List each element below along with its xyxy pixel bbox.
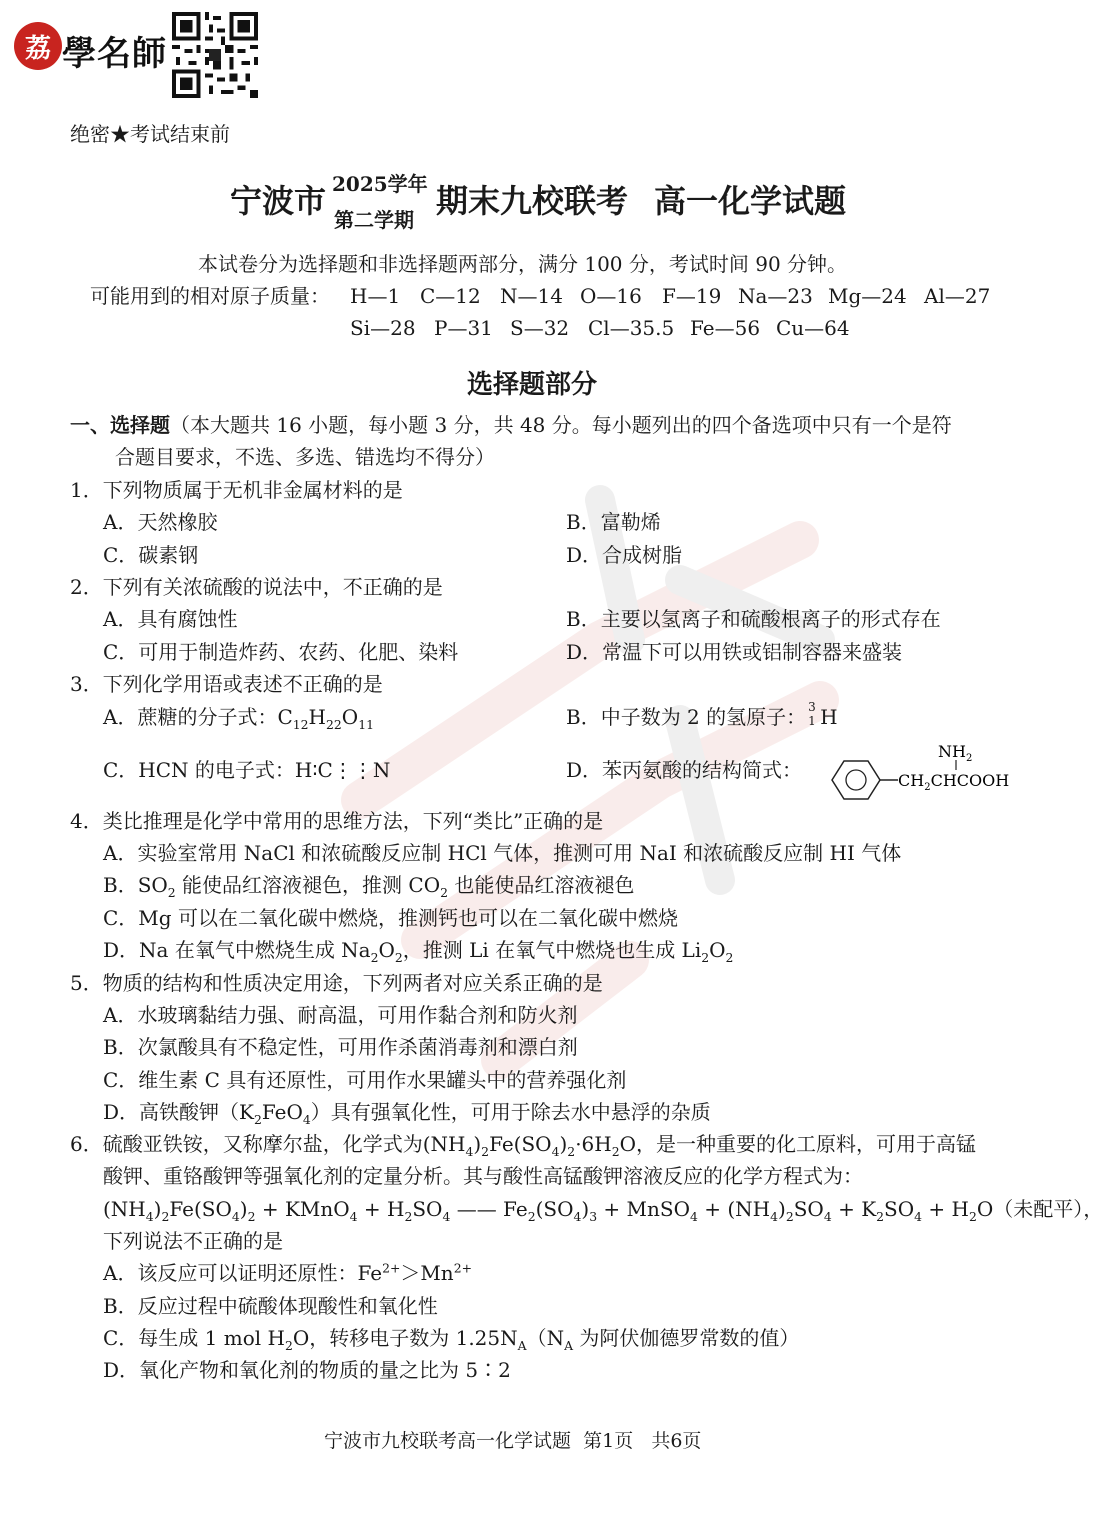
hcn-electron-formula: H∶C⋮⋮N (294, 758, 391, 782)
question-5-option-c: C．维生素 C 具有还原性，可用作水果罐头中的营养强化剂 (103, 1068, 627, 1092)
atomic-mass-r1-5: Na—23 (738, 284, 813, 308)
brand-seal-logo: 荔 (14, 22, 62, 70)
question-4-option-d: D．Na 在氧气中燃烧生成 $Na_2O_2$，推测 Li 在氧气中燃烧也生成 $Li_2O_2$ (103, 938, 734, 965)
question-5-option-b: B．次氯酸具有不稳定性，可用作杀菌消毒剂和漂白剂 (103, 1035, 578, 1059)
question-4-option-b: B．$SO_2$ 能使品红溶液褪色，推测 $CO_2$ 也能使品红溶液褪色 (103, 873, 635, 900)
question-1-option-b: B．富勒烯 (566, 510, 661, 534)
title-city: 宁波市 (230, 182, 327, 220)
part-description-cont: 合题目要求，不选、多选、错选均不得分） (115, 445, 495, 469)
question-1-option-a: A．天然橡胶 (103, 510, 218, 534)
footer-page-number: 第1页 (583, 1430, 634, 1452)
question-1-stem: 1．下列物质属于无机非金属材料的是 (70, 478, 403, 502)
part-description: （本大题共 16 小题，每小题 3 分，共 48 分。每小题列出的四个备选项中只有一个是符 (170, 413, 952, 437)
atomic-mass-r1-7: Al—27 (924, 284, 991, 308)
question-6-option-d: D．氧化产物和氧化剂的物质的量之比为 5∶2 (103, 1358, 511, 1382)
question-6-stem-line-4: 下列说法不正确的是 (103, 1229, 283, 1253)
atomic-mass-r2-4: Fe—56 (690, 316, 761, 340)
part-heading-label: 一、选择题 (70, 413, 170, 437)
title-term: 第二学期 (334, 208, 414, 232)
qr-code-image (172, 12, 258, 98)
question-5-option-d: D．高铁酸钾$(K_2FeO_4)$具有强氧化性，可用于除去水中悬浮的杂质 (103, 1100, 711, 1127)
question-2-option-a: A．具有腐蚀性 (103, 607, 238, 631)
atomic-mass-r1-4: F—19 (662, 284, 722, 308)
question-3-option-c: C．HCN 的电子式：H∶C⋮⋮N (103, 758, 391, 782)
question-6-option-b: B．反应过程中硫酸体现酸性和氧化性 (103, 1294, 438, 1318)
question-3-option-a: A．蔗糖的分子式：$C_{12}H_{22}O_{11}$ (103, 705, 374, 732)
question-4-option-a: A．实验室常用 NaCl 和浓硫酸反应制 HCl 气体，推测可用 NaI 和浓硫酸反应制 HI 气体 (103, 841, 902, 865)
question-6-option-a: A．该反应可以证明还原性：$Fe^{2+}>Mn^{2+}$ (103, 1260, 472, 1285)
part-heading (70, 415, 952, 435)
question-6-equation: $(NH_4)_2Fe(SO_4)_2$ + KMnO$_4$ + $H_2SO_4$ —— $Fe_2(SO_4)_3$ + MnSO$_4$ + $(NH_4)_2SO_4 + K_2SO_4 + H_2O$（未配平）， (103, 1197, 1103, 1224)
structure-nh2-label: $NH_2$ (938, 742, 973, 764)
exam-info-line: 本试卷分为选择题和非选择题两部分，满分 100 分，考试时间 90 分钟。 (198, 252, 848, 276)
atomic-mass-r2-2: S—32 (510, 316, 570, 340)
section-title: 选择题部分 (467, 370, 598, 400)
title-main: 期末九校联考 (436, 182, 629, 220)
question-1-option-d: D．合成树脂 (566, 543, 683, 567)
question-6-option-c: C．每生成 1 mol $H_2O$，转移电子数为 $1.25N_A(N_A$ 为阿伏伽德罗常数的值） (103, 1326, 800, 1353)
phenylalanine-structure-diagram (828, 740, 1008, 802)
atomic-mass-r1-6: Mg—24 (828, 284, 907, 308)
page-footer (324, 1432, 701, 1451)
atomic-mass-r1-2: N—14 (500, 284, 563, 308)
question-6-stem-line-2: 酸钾、重铬酸钾等强氧化剂的定量分析。其与酸性高锰酸钾溶液反应的化学方程式为： (103, 1164, 863, 1188)
question-5-option-a: A．水玻璃黏结力强、耐高温，可用作黏合剂和防火剂 (103, 1003, 578, 1027)
question-3-stem: 3．下列化学用语或表述不正确的是 (70, 672, 383, 696)
atomic-mass-label: 可能用到的相对原子质量： (90, 284, 330, 308)
question-2-option-b: B．主要以氢离子和硫酸根离子的形式存在 (566, 607, 941, 631)
structure-chain-label: $CH_2CHCOOH$ (898, 771, 1010, 793)
title-year: 2025学年 (332, 172, 428, 196)
atomic-mass-r1-3: O—16 (580, 284, 642, 308)
footer-title: 宁波市九校联考高一化学试题 (324, 1430, 572, 1452)
question-6-stem-line-1: 6．硫酸亚铁铵，又称摩尔盐，化学式为$(NH_4)_2Fe(SO_4)_2\cdot 6H_2O$，是一种重要的化工原料，可用于高锰 (70, 1132, 977, 1159)
brand-logo-text: 學名師 (62, 34, 167, 74)
question-3-option-d: D．苯丙氨酸的结构简式： (566, 758, 803, 782)
atomic-mass-r1-1: C—12 (420, 284, 481, 308)
question-2-option-d: D．常温下可以用铁或铝制容器来盛装 (566, 640, 903, 664)
footer-total-pages: 共6页 (651, 1430, 702, 1452)
question-2-option-c: C．可用于制造炸药、农药、化肥、染料 (103, 640, 459, 664)
question-4-stem: 4．类比推理是化学中常用的思维方法，下列“类比”正确的是 (70, 809, 604, 833)
question-3-option-b: B．中子数为 2 的氢原子： 3 1 H (566, 700, 838, 729)
confidential-mark: 绝密★考试结束前 (70, 122, 230, 146)
question-1-option-c: C．碳素钢 (103, 543, 199, 567)
atomic-mass-r1-0: H—1 (350, 284, 401, 308)
atomic-mass-r2-0: Si—28 (350, 316, 416, 340)
atomic-mass-r2-1: P—31 (434, 316, 493, 340)
atomic-mass-r2-3: Cl—35.5 (588, 316, 675, 340)
title-subject: 高一化学试题 (654, 182, 847, 220)
question-4-option-c: C．Mg 可以在二氧化碳中燃烧，推测钙也可以在二氧化碳中燃烧 (103, 906, 678, 930)
atomic-mass-r2-5: Cu—64 (776, 316, 850, 340)
question-2-stem: 2．下列有关浓硫酸的说法中，不正确的是 (70, 575, 443, 599)
question-5-stem: 5．物质的结构和性质决定用途，下列两者对应关系正确的是 (70, 971, 603, 995)
